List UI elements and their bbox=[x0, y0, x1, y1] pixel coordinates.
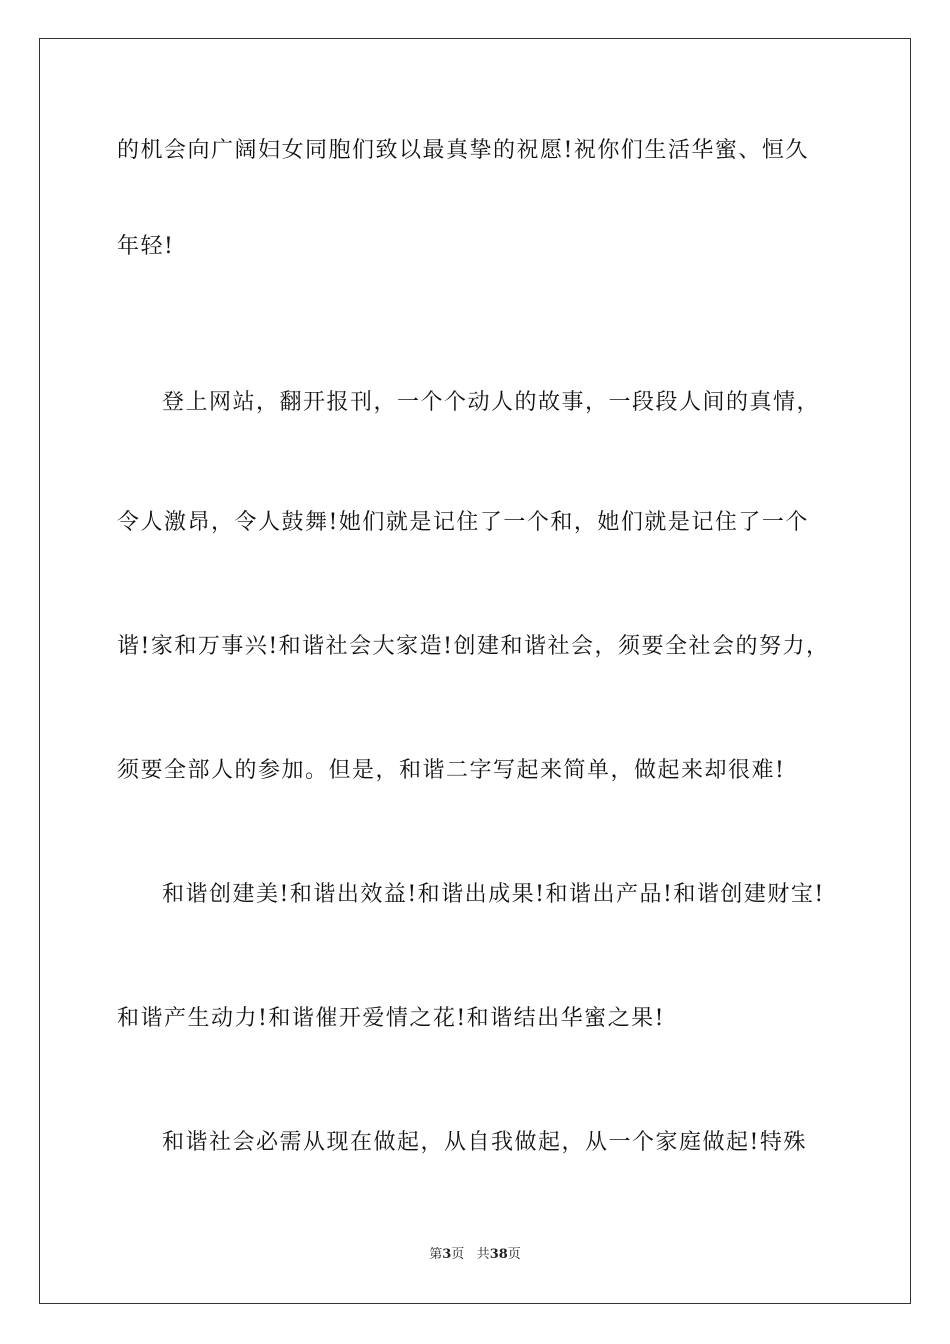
footer-total-prefix: 共 bbox=[476, 1247, 490, 1262]
footer-page-number: 3 bbox=[442, 1247, 452, 1262]
page-border bbox=[39, 38, 911, 1304]
footer-page-suffix: 页 bbox=[451, 1247, 465, 1262]
page-footer bbox=[0, 1246, 950, 1264]
footer-prefix: 第 bbox=[429, 1247, 443, 1262]
body-line-1: 的机会向广阔妇女同胞们致以最真挚的祝愿!祝你们生活华蜜、恒久 bbox=[117, 138, 809, 163]
body-line-4: 令人激昂，令人鼓舞!她们就是记住了一个和，她们就是记住了一个 bbox=[117, 510, 809, 535]
body-line-7: 和谐创建美!和谐出效益!和谐出成果!和谐出产品!和谐创建财宝! bbox=[162, 882, 825, 907]
body-line-9: 和谐社会必需从现在做起，从自我做起，从一个家庭做起!特殊 bbox=[162, 1130, 807, 1155]
footer-total-suffix: 页 bbox=[507, 1247, 521, 1262]
body-line-8: 和谐产生动力!和谐催开爱情之花!和谐结出华蜜之果! bbox=[117, 1006, 666, 1031]
body-line-5: 谐!家和万事兴!和谐社会大家造!创建和谐社会，须要全社会的努力， bbox=[117, 634, 830, 659]
body-line-6: 须要全部人的参加。但是，和谐二字写起来简单，做起来却很难! bbox=[117, 758, 786, 783]
footer-total-pages: 38 bbox=[489, 1247, 508, 1262]
body-line-2: 年轻! bbox=[117, 234, 175, 259]
body-line-3: 登上网站，翻开报刊，一个个动人的故事，一段段人间的真情， bbox=[162, 390, 821, 415]
